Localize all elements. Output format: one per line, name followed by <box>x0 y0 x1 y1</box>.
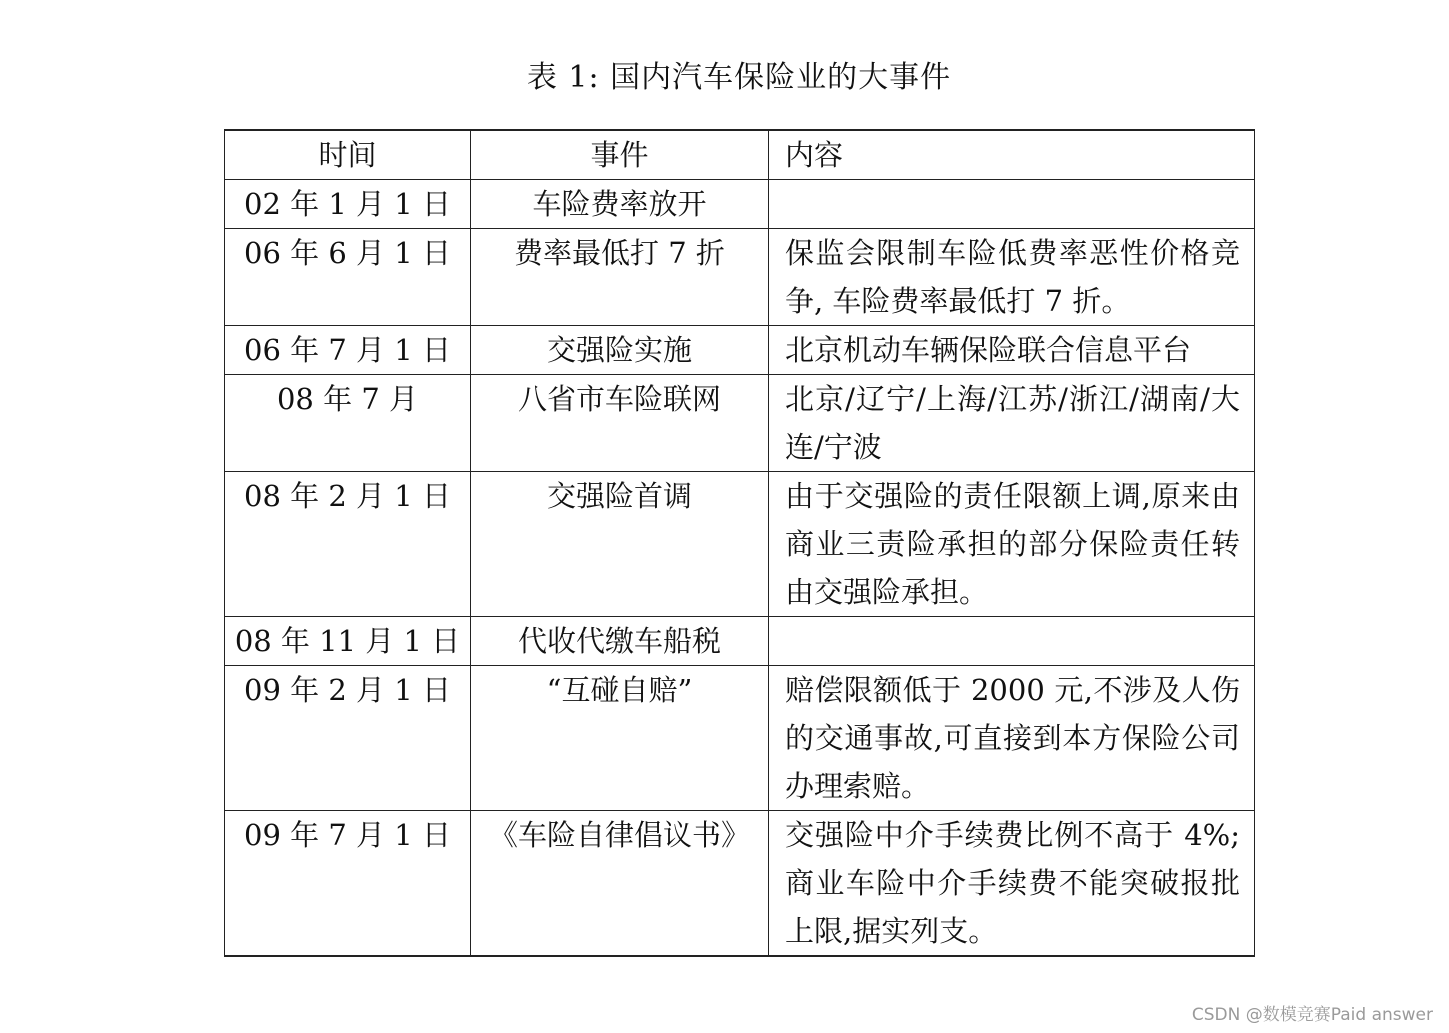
table-row <box>225 666 1255 811</box>
header-content: 内容 <box>769 130 1255 180</box>
cell-time: 06 年 6 月 1 日 <box>225 229 471 326</box>
table-header-row <box>225 130 1255 180</box>
watermark: CSDN @数模竞赛Paid answer <box>1191 1005 1433 1025</box>
cell-event: 八省市车险联网 <box>471 375 769 472</box>
cell-time: 08 年 2 月 1 日 <box>225 472 471 617</box>
cell-event: 代收代缴车船税 <box>471 617 769 666</box>
cell-event: 《车险自律倡议书》 <box>471 811 769 957</box>
cell-content <box>769 180 1255 229</box>
cell-event: “互碰自赔” <box>471 666 769 811</box>
table-row <box>225 180 1255 229</box>
cell-event: 车险费率放开 <box>471 180 769 229</box>
events-table <box>224 129 1255 957</box>
cell-time: 08 年 7 月 <box>225 375 471 472</box>
table-row <box>225 472 1255 617</box>
cell-content: 赔偿限额低于 2000 元,不涉及人伤的交通事故,可直接到本方保险公司办理索赔。 <box>769 666 1255 811</box>
table-row <box>225 617 1255 666</box>
cell-content: 由于交强险的责任限额上调,原来由商业三责险承担的部分保险责任转由交强险承担。 <box>769 472 1255 617</box>
cell-time: 09 年 7 月 1 日 <box>225 811 471 957</box>
cell-time: 02 年 1 月 1 日 <box>225 180 471 229</box>
table-row <box>225 229 1255 326</box>
cell-content: 北京/辽宁/上海/江苏/浙江/湖南/大连/宁波 <box>769 375 1255 472</box>
cell-time: 08 年 11 月 1 日 <box>225 617 471 666</box>
table-row <box>225 811 1255 957</box>
cell-time: 06 年 7 月 1 日 <box>225 326 471 375</box>
cell-event: 交强险首调 <box>471 472 769 617</box>
table-row <box>225 326 1255 375</box>
cell-event: 费率最低打 7 折 <box>471 229 769 326</box>
header-time: 时间 <box>225 130 471 180</box>
cell-event: 交强险实施 <box>471 326 769 375</box>
table-caption: 表 1: 国内汽车保险业的大事件 <box>526 60 952 95</box>
header-event: 事件 <box>471 130 769 180</box>
cell-time: 09 年 2 月 1 日 <box>225 666 471 811</box>
cell-content <box>769 617 1255 666</box>
cell-content: 交强险中介手续费比例不高于 4%;商业车险中介手续费不能突破报批上限,据实列支。 <box>769 811 1255 957</box>
table-row <box>225 375 1255 472</box>
cell-content: 保监会限制车险低费率恶性价格竞争, 车险费率最低打 7 折。 <box>769 229 1255 326</box>
cell-content: 北京机动车辆保险联合信息平台 <box>769 326 1255 375</box>
